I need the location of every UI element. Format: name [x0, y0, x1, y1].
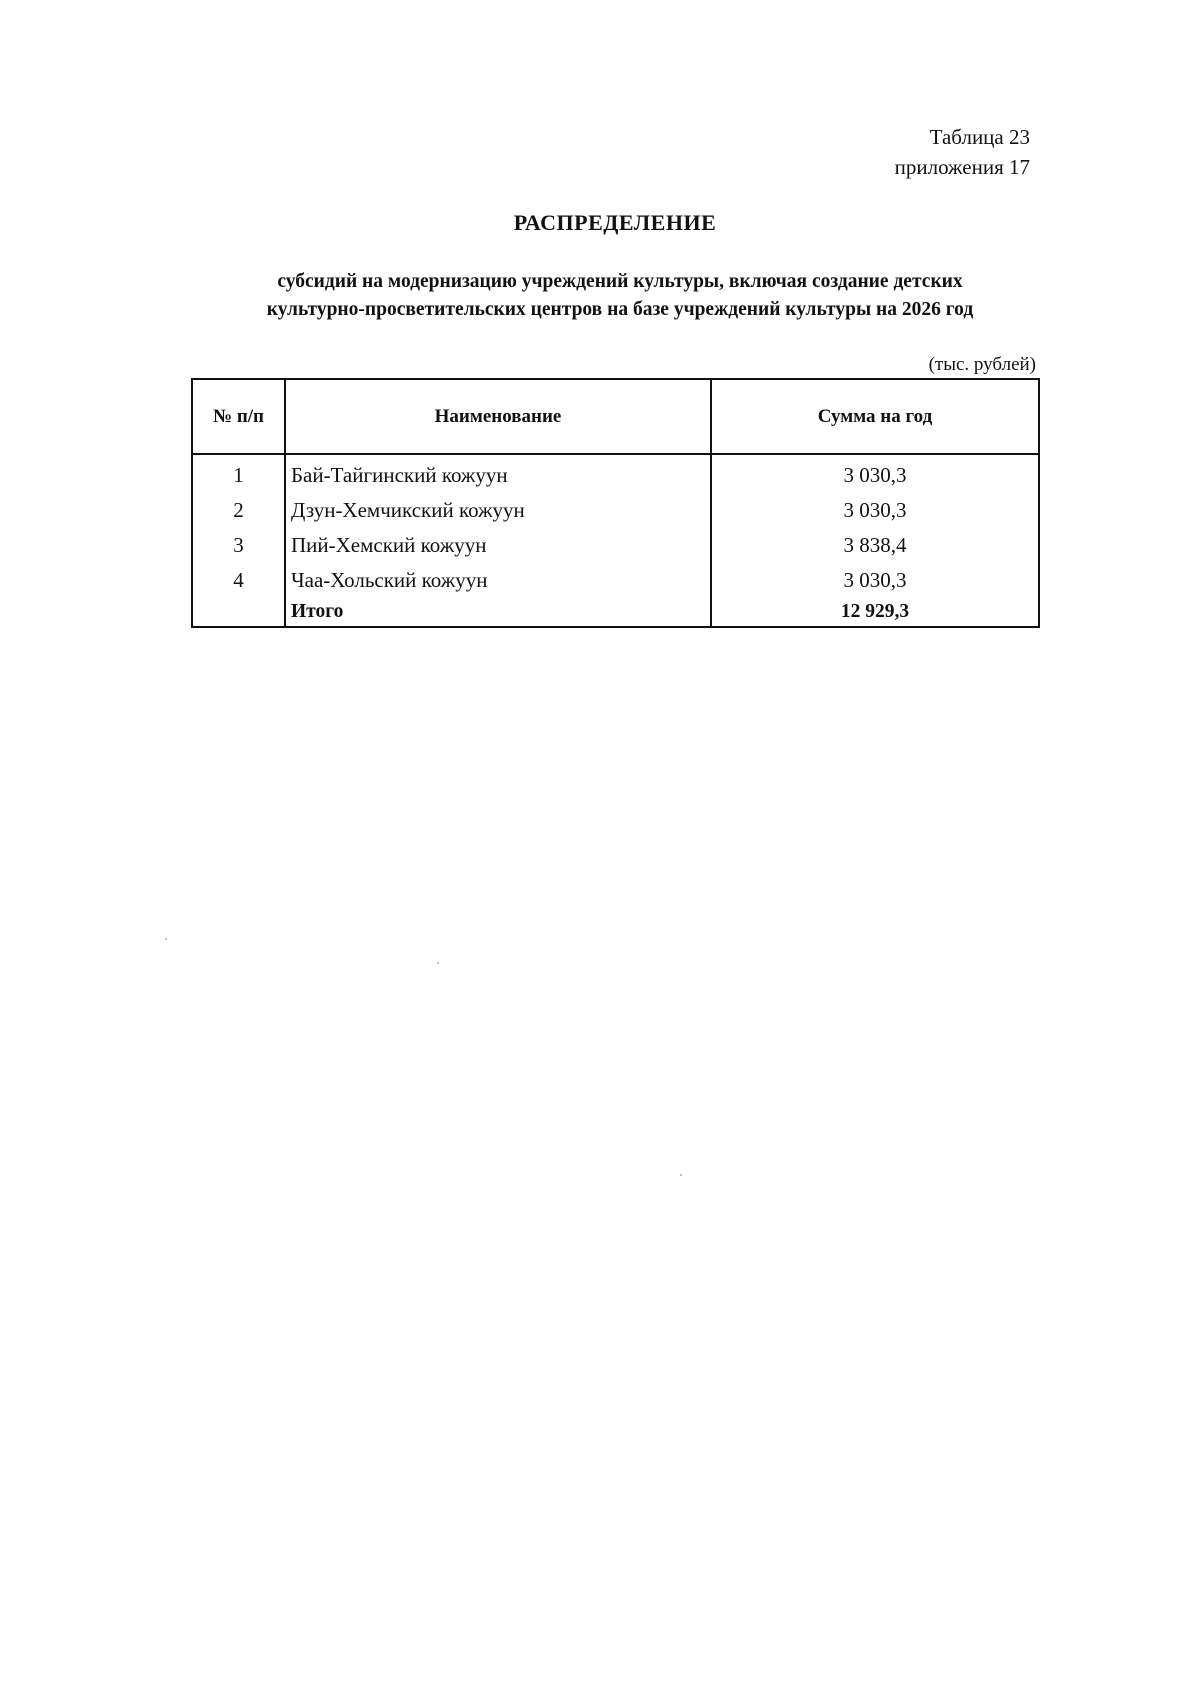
row-number: 2 — [192, 493, 285, 528]
document-subtitle — [190, 268, 1050, 324]
row-sum: 3 030,3 — [711, 493, 1039, 528]
row-name: Дзун-Хемчикский кожуун — [285, 493, 711, 528]
row-sum: 3 030,3 — [711, 563, 1039, 598]
row-name: Пий-Хемский кожуун — [285, 528, 711, 563]
table-row — [192, 454, 1039, 493]
row-name: Бай-Тайгинский кожуун — [285, 454, 711, 493]
document-title: РАСПРЕДЕЛЕНИЕ — [513, 210, 717, 235]
header-sum: Сумма на год — [711, 379, 1039, 454]
table-row — [192, 493, 1039, 528]
reference-appendix-number: приложения 17 — [894, 155, 1030, 179]
row-name: Чаа-Хольский кожуун — [285, 563, 711, 598]
table-total-row — [192, 598, 1039, 627]
units-note: (тыс. рублей) — [928, 354, 1036, 375]
total-sum: 12 929,3 — [711, 598, 1039, 627]
scan-speck — [165, 938, 167, 940]
table-row — [192, 528, 1039, 563]
row-sum: 3 838,4 — [711, 528, 1039, 563]
row-number: 3 — [192, 528, 285, 563]
total-label: Итого — [285, 598, 711, 627]
subtitle-line-2: культурно-просветительских центров на базе учреждений культуры на 2026 год — [266, 299, 974, 320]
row-sum: 3 030,3 — [711, 454, 1039, 493]
header-name: Наименование — [285, 379, 711, 454]
row-number: 4 — [192, 563, 285, 598]
table-row — [192, 563, 1039, 598]
table-header-row — [192, 379, 1039, 454]
scan-speck — [437, 962, 439, 964]
scan-speck — [680, 1174, 682, 1176]
subtitle-line-1: субсидий на модернизацию учреждений культуры, включая создание детских — [277, 271, 963, 292]
total-number-empty — [192, 598, 285, 627]
header-number: № п/п — [192, 379, 285, 454]
row-number: 1 — [192, 454, 285, 493]
distribution-table — [191, 378, 1040, 628]
reference-table-number: Таблица 23 — [929, 125, 1030, 149]
table-reference — [895, 122, 1030, 182]
